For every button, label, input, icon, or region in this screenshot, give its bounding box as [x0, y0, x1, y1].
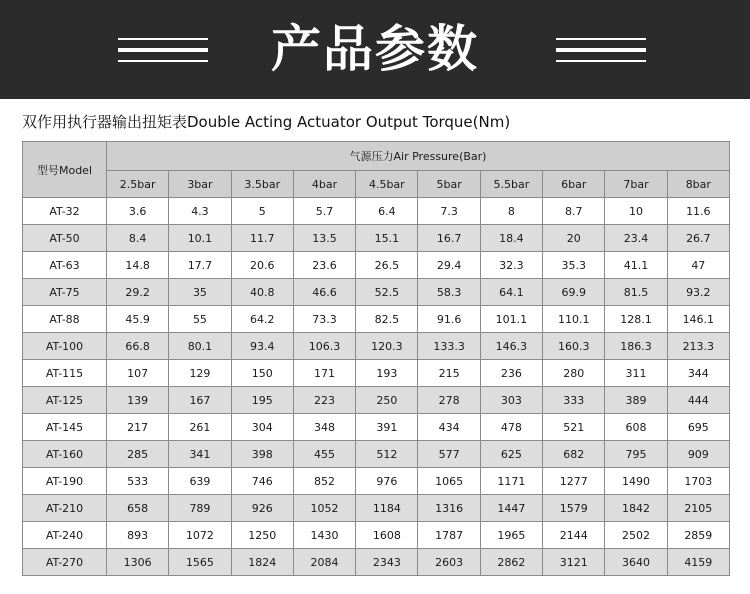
- torque-cell: 45.9: [107, 306, 169, 333]
- table-row: [23, 495, 730, 522]
- torque-cell: 41.1: [605, 252, 667, 279]
- torque-cell: 391: [356, 414, 418, 441]
- torque-cell: 8.7: [543, 198, 605, 225]
- model-cell: AT-88: [23, 306, 107, 333]
- torque-cell: 11.6: [667, 198, 729, 225]
- torque-cell: 280: [543, 360, 605, 387]
- pressure-col-header: 7bar: [605, 171, 667, 198]
- torque-cell: 8.4: [107, 225, 169, 252]
- torque-cell: 35.3: [543, 252, 605, 279]
- torque-cell: 29.2: [107, 279, 169, 306]
- torque-table: [22, 141, 730, 576]
- torque-cell: 521: [543, 414, 605, 441]
- torque-cell: 193: [356, 360, 418, 387]
- torque-cell: 160.3: [543, 333, 605, 360]
- model-cell: AT-75: [23, 279, 107, 306]
- torque-cell: 4.3: [169, 198, 231, 225]
- torque-cell: 186.3: [605, 333, 667, 360]
- model-cell: AT-210: [23, 495, 107, 522]
- torque-cell: 217: [107, 414, 169, 441]
- torque-cell: 1965: [480, 522, 542, 549]
- torque-cell: 1490: [605, 468, 667, 495]
- pressure-col-header: 5bar: [418, 171, 480, 198]
- torque-cell: 303: [480, 387, 542, 414]
- model-cell: AT-160: [23, 441, 107, 468]
- torque-cell: 625: [480, 441, 542, 468]
- table-subtitle: 双作用执行器输出扭矩表Double Acting Actuator Output Torque(Nm): [22, 113, 511, 131]
- torque-cell: 5.7: [293, 198, 355, 225]
- torque-cell: 29.4: [418, 252, 480, 279]
- torque-cell: 1306: [107, 549, 169, 576]
- torque-cell: 110.1: [543, 306, 605, 333]
- torque-cell: 55: [169, 306, 231, 333]
- pressure-col-header: 5.5bar: [480, 171, 542, 198]
- table-row: [23, 522, 730, 549]
- torque-cell: 1171: [480, 468, 542, 495]
- model-cell: AT-100: [23, 333, 107, 360]
- torque-cell: 23.4: [605, 225, 667, 252]
- torque-cell: 69.9: [543, 279, 605, 306]
- torque-cell: 909: [667, 441, 729, 468]
- torque-cell: 398: [231, 441, 293, 468]
- torque-cell: 1787: [418, 522, 480, 549]
- torque-cell: 129: [169, 360, 231, 387]
- torque-cell: 32.3: [480, 252, 542, 279]
- torque-cell: 1316: [418, 495, 480, 522]
- torque-cell: 171: [293, 360, 355, 387]
- torque-cell: 1072: [169, 522, 231, 549]
- model-cell: AT-145: [23, 414, 107, 441]
- torque-cell: 926: [231, 495, 293, 522]
- torque-cell: 512: [356, 441, 418, 468]
- torque-cell: 150: [231, 360, 293, 387]
- torque-cell: 133.3: [418, 333, 480, 360]
- table-row: [23, 387, 730, 414]
- table-row: [23, 198, 730, 225]
- torque-cell: 1250: [231, 522, 293, 549]
- pressure-col-header: 6bar: [543, 171, 605, 198]
- torque-cell: 93.4: [231, 333, 293, 360]
- torque-cell: 893: [107, 522, 169, 549]
- torque-cell: 93.2: [667, 279, 729, 306]
- torque-cell: 789: [169, 495, 231, 522]
- torque-cell: 1065: [418, 468, 480, 495]
- torque-cell: 52.5: [356, 279, 418, 306]
- torque-cell: 455: [293, 441, 355, 468]
- torque-cell: 1447: [480, 495, 542, 522]
- torque-cell: 2859: [667, 522, 729, 549]
- torque-cell: 278: [418, 387, 480, 414]
- torque-cell: 3.6: [107, 198, 169, 225]
- torque-cell: 344: [667, 360, 729, 387]
- model-cell: AT-240: [23, 522, 107, 549]
- table-row: [23, 306, 730, 333]
- torque-cell: 223: [293, 387, 355, 414]
- torque-cell: 10: [605, 198, 667, 225]
- torque-cell: 389: [605, 387, 667, 414]
- model-header: 型号Model: [23, 142, 107, 198]
- torque-cell: 14.8: [107, 252, 169, 279]
- torque-cell: 304: [231, 414, 293, 441]
- torque-cell: 333: [543, 387, 605, 414]
- torque-cell: 46.6: [293, 279, 355, 306]
- model-cell: AT-190: [23, 468, 107, 495]
- torque-cell: 10.1: [169, 225, 231, 252]
- torque-cell: 47: [667, 252, 729, 279]
- table-row: [23, 333, 730, 360]
- torque-cell: 91.6: [418, 306, 480, 333]
- table-row: [23, 252, 730, 279]
- torque-cell: 341: [169, 441, 231, 468]
- torque-cell: 695: [667, 414, 729, 441]
- torque-cell: 311: [605, 360, 667, 387]
- torque-cell: 120.3: [356, 333, 418, 360]
- torque-cell: 2105: [667, 495, 729, 522]
- torque-cell: 18.4: [480, 225, 542, 252]
- torque-cell: 658: [107, 495, 169, 522]
- model-cell: AT-270: [23, 549, 107, 576]
- torque-cell: 533: [107, 468, 169, 495]
- torque-cell: 3640: [605, 549, 667, 576]
- torque-cell: 1608: [356, 522, 418, 549]
- table-row: [23, 414, 730, 441]
- torque-cell: 577: [418, 441, 480, 468]
- torque-cell: 58.3: [418, 279, 480, 306]
- torque-cell: 5: [231, 198, 293, 225]
- torque-cell: 2084: [293, 549, 355, 576]
- torque-cell: 4159: [667, 549, 729, 576]
- torque-cell: 1579: [543, 495, 605, 522]
- torque-cell: 746: [231, 468, 293, 495]
- table-row: [23, 468, 730, 495]
- model-cell: AT-63: [23, 252, 107, 279]
- torque-cell: 139: [107, 387, 169, 414]
- torque-cell: 639: [169, 468, 231, 495]
- torque-cell: 26.7: [667, 225, 729, 252]
- table-body: [23, 198, 730, 576]
- pressure-col-header: 4bar: [293, 171, 355, 198]
- torque-cell: 261: [169, 414, 231, 441]
- torque-cell: 215: [418, 360, 480, 387]
- torque-cell: 7.3: [418, 198, 480, 225]
- torque-cell: 1184: [356, 495, 418, 522]
- torque-cell: 64.2: [231, 306, 293, 333]
- torque-cell: 81.5: [605, 279, 667, 306]
- pressure-row: [23, 171, 730, 198]
- torque-cell: 20: [543, 225, 605, 252]
- torque-cell: 1052: [293, 495, 355, 522]
- torque-cell: 795: [605, 441, 667, 468]
- torque-cell: 40.8: [231, 279, 293, 306]
- torque-cell: 82.5: [356, 306, 418, 333]
- torque-cell: 17.7: [169, 252, 231, 279]
- torque-cell: 23.6: [293, 252, 355, 279]
- torque-cell: 101.1: [480, 306, 542, 333]
- decorative-lines-right: [556, 38, 646, 66]
- table-row: [23, 549, 730, 576]
- torque-cell: 64.1: [480, 279, 542, 306]
- torque-cell: 348: [293, 414, 355, 441]
- torque-cell: 976: [356, 468, 418, 495]
- banner-title: 产品参数: [271, 20, 479, 78]
- torque-cell: 1842: [605, 495, 667, 522]
- torque-cell: 107: [107, 360, 169, 387]
- pressure-col-header: 3.5bar: [231, 171, 293, 198]
- model-cell: AT-115: [23, 360, 107, 387]
- torque-cell: 2343: [356, 549, 418, 576]
- torque-cell: 3121: [543, 549, 605, 576]
- torque-cell: 236: [480, 360, 542, 387]
- torque-cell: 73.3: [293, 306, 355, 333]
- torque-cell: 1277: [543, 468, 605, 495]
- pressure-col-header: 8bar: [667, 171, 729, 198]
- model-cell: AT-50: [23, 225, 107, 252]
- torque-cell: 444: [667, 387, 729, 414]
- torque-cell: 2603: [418, 549, 480, 576]
- torque-cell: 285: [107, 441, 169, 468]
- torque-cell: 213.3: [667, 333, 729, 360]
- torque-cell: 1824: [231, 549, 293, 576]
- table-row: [23, 225, 730, 252]
- torque-cell: 15.1: [356, 225, 418, 252]
- torque-cell: 2862: [480, 549, 542, 576]
- pressure-col-header: 4.5bar: [356, 171, 418, 198]
- torque-cell: 66.8: [107, 333, 169, 360]
- torque-cell: 35: [169, 279, 231, 306]
- torque-cell: 250: [356, 387, 418, 414]
- torque-cell: 1703: [667, 468, 729, 495]
- torque-cell: 13.5: [293, 225, 355, 252]
- torque-cell: 2502: [605, 522, 667, 549]
- model-cell: AT-125: [23, 387, 107, 414]
- table-row: [23, 360, 730, 387]
- torque-cell: 1430: [293, 522, 355, 549]
- torque-cell: 852: [293, 468, 355, 495]
- pressure-col-header: 3bar: [169, 171, 231, 198]
- torque-cell: 8: [480, 198, 542, 225]
- torque-cell: 128.1: [605, 306, 667, 333]
- torque-cell: 26.5: [356, 252, 418, 279]
- torque-cell: 167: [169, 387, 231, 414]
- torque-cell: 682: [543, 441, 605, 468]
- pressure-header: 气源压力Air Pressure(Bar): [107, 142, 730, 171]
- title-banner: [0, 0, 750, 99]
- torque-cell: 11.7: [231, 225, 293, 252]
- torque-cell: 2144: [543, 522, 605, 549]
- table-row: [23, 279, 730, 306]
- torque-cell: 106.3: [293, 333, 355, 360]
- model-cell: AT-32: [23, 198, 107, 225]
- torque-cell: 1565: [169, 549, 231, 576]
- pressure-col-header: 2.5bar: [107, 171, 169, 198]
- torque-cell: 434: [418, 414, 480, 441]
- torque-cell: 195: [231, 387, 293, 414]
- torque-cell: 608: [605, 414, 667, 441]
- torque-cell: 16.7: [418, 225, 480, 252]
- torque-cell: 6.4: [356, 198, 418, 225]
- torque-cell: 146.1: [667, 306, 729, 333]
- torque-cell: 20.6: [231, 252, 293, 279]
- torque-cell: 80.1: [169, 333, 231, 360]
- torque-cell: 146.3: [480, 333, 542, 360]
- table-row: [23, 441, 730, 468]
- torque-cell: 478: [480, 414, 542, 441]
